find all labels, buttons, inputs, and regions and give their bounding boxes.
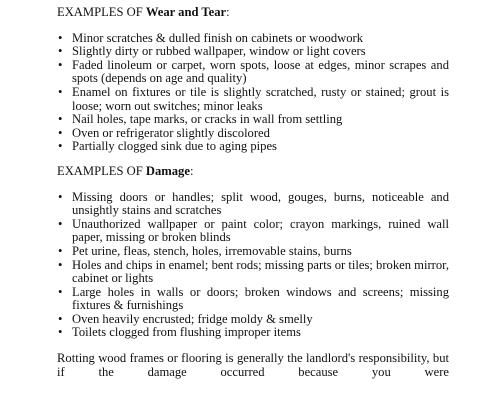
- heading-suffix: :: [226, 5, 230, 19]
- list-item: • Nail holes, tape marks, or cracks in wall from settling: [57, 113, 449, 127]
- document-page: [57, 6, 449, 379]
- list-item: • Unauthorized wallpaper or paint color; crayon markings, ruined wall paper, missing or broken blinds: [57, 218, 449, 245]
- list-item: • Toilets clogged from flushing improper items: [57, 326, 449, 340]
- heading-prefix: EXAMPLES OF: [57, 5, 146, 19]
- list-item: • Missing doors or handles; split wood, gouges, burns, noticeable and unsightly stains and scratches: [57, 191, 449, 218]
- list-item: • Slightly dirty or rubbed wallpaper, window or light covers: [57, 45, 449, 59]
- list-item: • Faded linoleum or carpet, worn spots, loose at edges, minor scrapes and spots (depends on age and quality): [57, 59, 449, 86]
- list-item: • Enamel on fixtures or tile is slightly scratched, rusty or stained; grout is loose; worn out switches; minor leaks: [57, 86, 449, 113]
- closing-paragraph: Rotting wood frames or flooring is generally the landlord's responsibility, but if the damage occurred because you were: [57, 351, 449, 379]
- list-item: • Partially clogged sink due to aging pipes: [57, 140, 449, 154]
- list-item: • Oven or refrigerator slightly discolored: [57, 127, 449, 141]
- list-item: • Minor scratches & dulled finish on cabinets or woodwork: [57, 32, 449, 46]
- heading-prefix: EXAMPLES OF: [57, 163, 146, 178]
- heading-bold: Wear and Tear: [145, 5, 227, 19]
- list-item: • Holes and chips in enamel; bent rods; missing parts or tiles; broken mirror, cabinet or lights: [57, 259, 449, 286]
- wear-and-tear-heading: [57, 6, 449, 20]
- damage-heading: [57, 165, 449, 179]
- heading-suffix: :: [189, 163, 194, 178]
- heading-bold: Damage: [145, 163, 190, 178]
- wear-and-tear-list: [57, 32, 449, 154]
- list-item: • Large holes in walls or doors; broken windows and screens; missing fixtures & furnishings: [57, 286, 449, 313]
- list-item: • Oven heavily encrusted; fridge moldy & smelly: [57, 313, 449, 327]
- list-item: • Pet urine, fleas, stench, holes, irremovable stains, burns: [57, 245, 449, 259]
- damage-list: [57, 191, 449, 341]
